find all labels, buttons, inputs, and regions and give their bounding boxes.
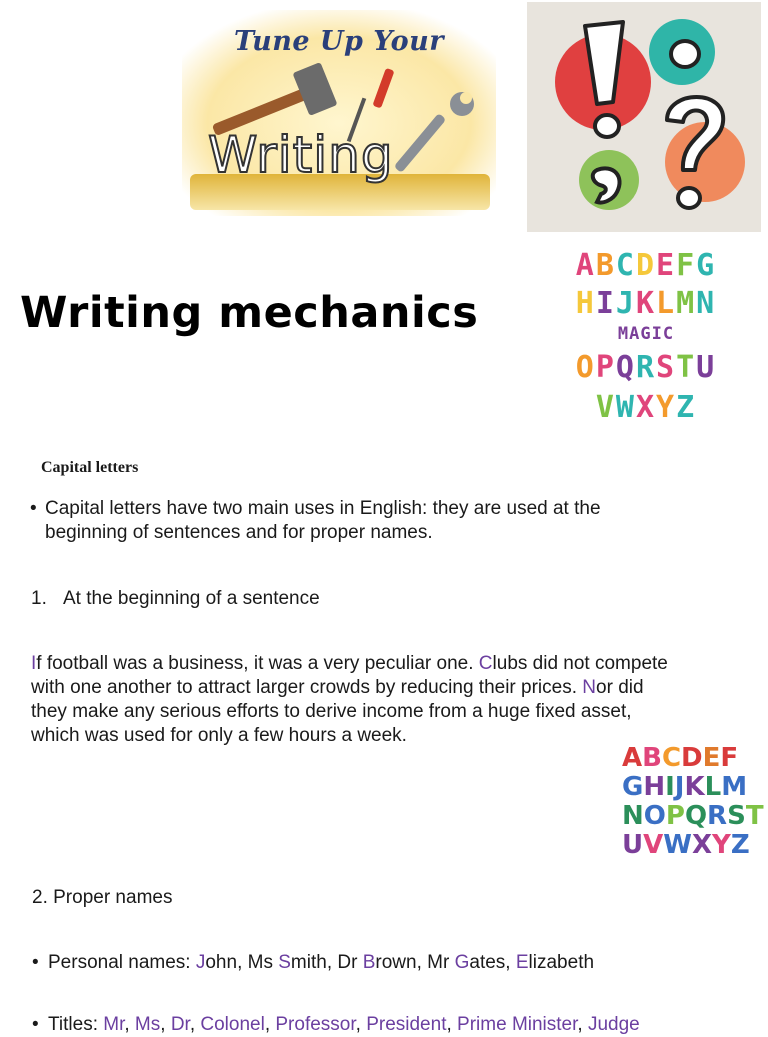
name-rest: mith [290, 952, 327, 973]
tune-up-writing-banner [180, 8, 498, 218]
magic-letter: E [656, 248, 677, 283]
highlight-capital: S [278, 952, 291, 973]
name-rest: ates [469, 952, 506, 973]
magic-letter: R [635, 350, 657, 385]
alphabet-letter: O [643, 801, 666, 831]
alphabet-letter: M [721, 772, 748, 802]
separator: , [326, 952, 338, 973]
separator: , [189, 1014, 201, 1035]
example-line-4: which was used for only a few hours a week. [31, 725, 407, 746]
separator: , [264, 1014, 276, 1035]
highlight-capital: G [454, 952, 470, 973]
personal-label: Personal names: [48, 952, 196, 973]
bullet-icon: • [30, 498, 37, 519]
highlight-capital: J [195, 952, 206, 973]
alphabet-magic-illustration [528, 248, 764, 428]
separator: , [446, 1014, 458, 1035]
alphabet-letter: R [707, 801, 728, 831]
bullet-personal-names [32, 951, 594, 975]
magic-letter: J [615, 286, 636, 321]
example-line-2 [31, 676, 731, 700]
punctuation-illustration [527, 2, 761, 232]
magic-letter: V [595, 390, 616, 425]
magic-letter: I [595, 286, 616, 321]
title-item: Ms [134, 1014, 161, 1035]
example-paragraph [31, 652, 731, 748]
magic-row-3 [528, 350, 764, 385]
magic-letter: Q [615, 350, 636, 385]
bullet-line-1: Capital letters have two main uses in English: they are used at the [45, 498, 601, 519]
separator: , [124, 1014, 135, 1035]
alphabet-letter: H [643, 772, 666, 802]
title-item: President [366, 1014, 447, 1035]
title-item: Professor [275, 1014, 356, 1035]
magic-letter: M [676, 286, 697, 321]
alphabet-letter: Z [730, 830, 750, 860]
magic-letter: A [575, 248, 596, 283]
alphabet-letter: D [681, 743, 703, 773]
alphabet-letter: F [720, 743, 739, 773]
magic-letter: K [635, 286, 657, 321]
magic-row-2 [528, 286, 764, 321]
magic-letter: F [676, 248, 697, 283]
bullet-icon: • [32, 1014, 39, 1035]
magic-word: MAGIC [617, 324, 675, 344]
page-title: Writing mechanics [20, 288, 479, 338]
name-rest: ohn [205, 952, 238, 973]
magic-letter: X [635, 390, 657, 425]
highlight-capital: N [582, 677, 597, 698]
proper-names-heading: 2. Proper names [32, 887, 173, 908]
separator: , [416, 952, 428, 973]
titles-text [48, 1014, 640, 1035]
magic-row-1 [528, 248, 764, 283]
alphabet-row-1 [622, 744, 760, 773]
item-number: 1. [31, 588, 47, 609]
punctuation-art [527, 2, 761, 232]
alphabet-letter: U [622, 830, 644, 860]
magic-letter: N [696, 286, 717, 321]
separator: , [160, 1014, 171, 1035]
alphabet-letter: Y [711, 830, 731, 860]
title-item: Colonel [200, 1014, 265, 1035]
alphabet-letter: V [643, 830, 664, 860]
alphabet-letter: A [622, 743, 643, 773]
period-icon [671, 41, 699, 67]
bullet-capital-uses [30, 497, 670, 545]
title-item: Dr [170, 1014, 190, 1035]
magic-letter: O [575, 350, 596, 385]
example-text: lubs did not compete [492, 653, 668, 674]
magic-letter: C [615, 248, 636, 283]
example-text: or did [596, 677, 644, 698]
alphabet-letter: J [674, 772, 685, 802]
magic-letter: H [575, 286, 596, 321]
name-rest: lizabeth [528, 952, 595, 973]
highlight-capital: E [515, 952, 529, 973]
magic-letter: Y [656, 390, 677, 425]
magic-letter: D [635, 248, 657, 283]
alphabet-letter: K [684, 772, 705, 802]
alphabet-row-2 [622, 773, 760, 802]
alphabet-row-4 [622, 831, 760, 860]
magic-letter: P [595, 350, 616, 385]
name-rest: rown [375, 952, 417, 973]
separator: , [505, 952, 516, 973]
bullet-icon: • [32, 952, 39, 973]
bullet-line-2: beginning of sentences and for proper names. [45, 522, 433, 543]
separator: , [577, 1014, 588, 1035]
alphabet-letter: B [642, 743, 662, 773]
magic-letter: G [696, 248, 717, 283]
banner-writing-word: Writing [208, 126, 394, 184]
magic-letter: L [656, 286, 677, 321]
alphabet-letter: W [663, 830, 692, 860]
section-heading: Capital letters [41, 459, 139, 476]
title-item: Judge [587, 1014, 640, 1035]
alphabet-letter: X [691, 830, 712, 860]
separator: , [355, 1014, 367, 1035]
alphabet-letter: T [745, 801, 764, 831]
magic-letter: U [696, 350, 717, 385]
alphabet-letter: Q [684, 801, 708, 831]
title-item: Prime Minister [457, 1014, 578, 1035]
name-prefix: Dr [337, 952, 363, 973]
numbered-item-1 [31, 587, 320, 611]
magic-letter: S [656, 350, 677, 385]
bullet-titles [32, 1013, 640, 1037]
example-text: with one another to attract larger crowds by reducing their prices. [31, 677, 583, 698]
magic-letter: T [676, 350, 697, 385]
alphabet-letter: N [622, 801, 644, 831]
example-text: f football was a business, it was a very peculiar one. [36, 653, 479, 674]
alphabet-letter: L [704, 772, 722, 802]
magic-letter: Z [676, 390, 697, 425]
alphabet-letter: I [665, 772, 675, 802]
titles-label: Titles: [48, 1014, 104, 1035]
highlight-capital: I [31, 653, 37, 674]
separator: , [237, 952, 248, 973]
example-line-1 [31, 652, 731, 676]
title-item: Mr [103, 1014, 125, 1035]
magic-row-4 [528, 390, 764, 425]
alphabet-letter: C [661, 743, 682, 773]
alphabet-row-3 [622, 801, 764, 831]
alphabet-letter: E [702, 743, 721, 773]
alphabet-letter: P [665, 801, 685, 831]
example-line-3: they make any serious efforts to derive income from a huge fixed asset, [31, 701, 632, 722]
highlight-capital: C [478, 653, 493, 674]
name-prefix: Mr [427, 952, 455, 973]
alphabet-letter: S [727, 801, 746, 831]
highlight-capital: B [362, 952, 376, 973]
alphabet-letter: G [622, 772, 644, 802]
magic-letter: B [595, 248, 616, 283]
colorful-alphabet-illustration [622, 743, 764, 860]
name-prefix: Ms [247, 952, 279, 973]
personal-names-text [48, 952, 594, 973]
item-text: At the beginning of a sentence [63, 588, 320, 609]
banner-title: Tune Up Your [233, 26, 445, 57]
magic-letter: W [615, 390, 636, 425]
